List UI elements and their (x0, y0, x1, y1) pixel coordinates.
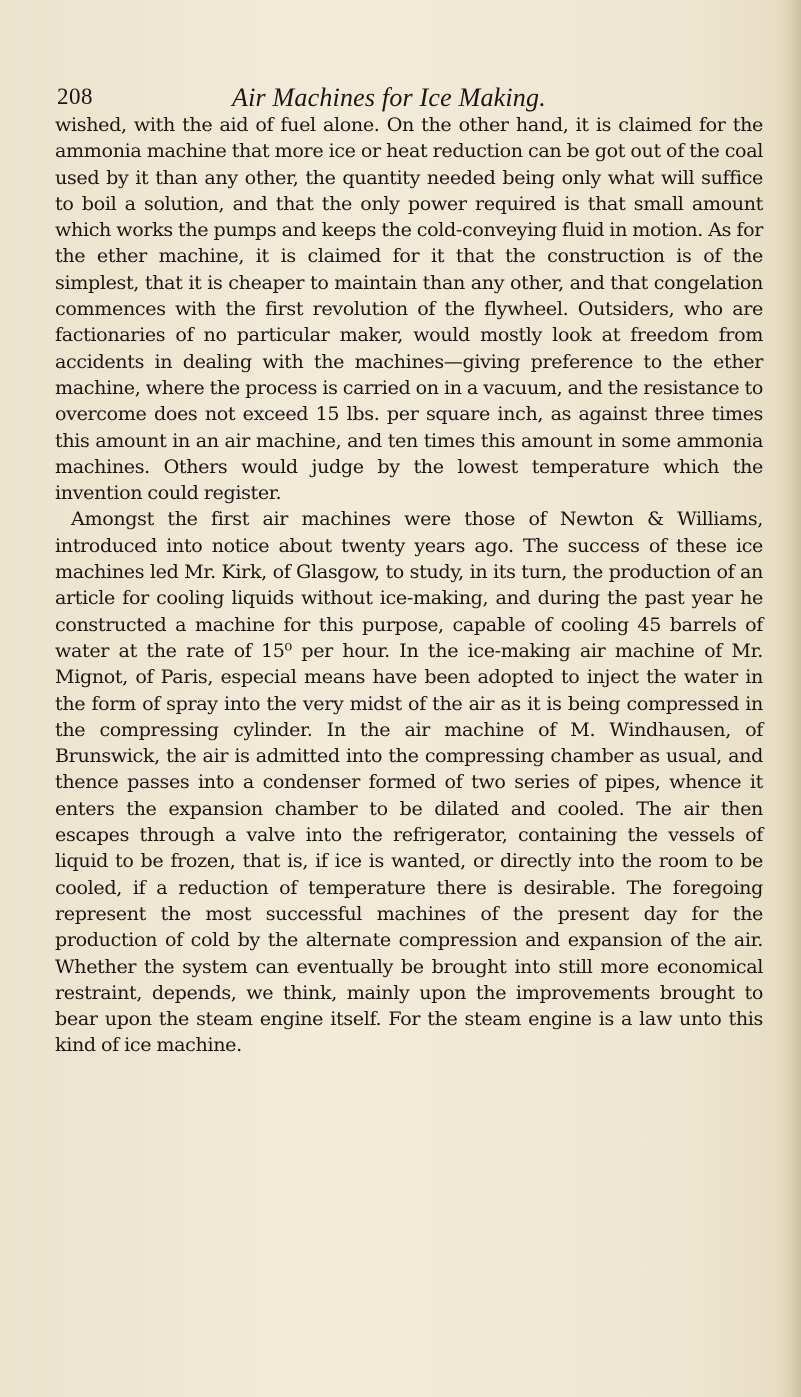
paragraph-1: wished, with the aid of fuel alone. On the other hand, it is claimed for the ammonia machine that more ice or heat reduction can be got out of the coal used by it than any other, the quantity needed being only what will suffice to boil a solution, and that the only power required is that small amount which works the pumps and keeps the cold-conveying fluid in motion. As for the ether machine, it is claimed for it that the construction is of the simplest, that it is cheaper to maintain than any other, and that congelation commences with the first revolution of the flywheel. Outsiders, who are factionaries of no particular maker, would mostly look at freedom from accidents in dealing with the machines—giving preference to the ether machine, where the process is carried on in a vacuum, and the resistance to overcome does not exceed 15 lbs. per square inch, as against three times this amount in an air machine, and ten times this amount in some ammonia machines. Others would judge by the lowest temperature which the invention could register. (55, 113, 763, 505)
running-title: Air Machines for Ice Making. (232, 83, 546, 112)
paragraph-2: Amongst the first air machines were those of Newton & Williams, introduced into notice about twenty years ago. The success of these ice machines led Mr. Kirk, of Glasgow, to study, in its turn, the production of an article for cooling liquids without ice-making, and during the past year he constructed a machine for this purpose, capable of cooling 45 barrels of water at the rate of 15⁰ per hour. In the ice-making air machine of Mr. Mignot, of Paris, especial means have been adopted to inject the water in the form of spray into the very midst of the air as it is being compressed in the compressing cylinder. In the air machine of M. Windhausen, of Brunswick, the air is admitted into the compressing chamber as usual, and thence passes into a condenser formed of two series of pipes, whence it enters the expansion chamber to be dilated and cooled. The air then escapes through a valve into the refrigerator, containing the vessels of liquid to be frozen, that is, if ice is wanted, or directly into the room to be cooled, if a reduction of temperature there is desirable. The foregoing represent the most successful machines of the present day for the production of cold by the alternate compression and expansion of the air. Whether the system can eventually be brought into still more economical restraint, depends, we think, mainly upon the improvements brought to bear upon the steam engine itself. For the steam engine is a law unto this kind of ice machine. (55, 507, 763, 1057)
page-header (55, 70, 763, 110)
page-number: 208 (57, 84, 93, 109)
body-text (55, 112, 763, 1059)
page-edge-shadow (775, 0, 801, 1397)
